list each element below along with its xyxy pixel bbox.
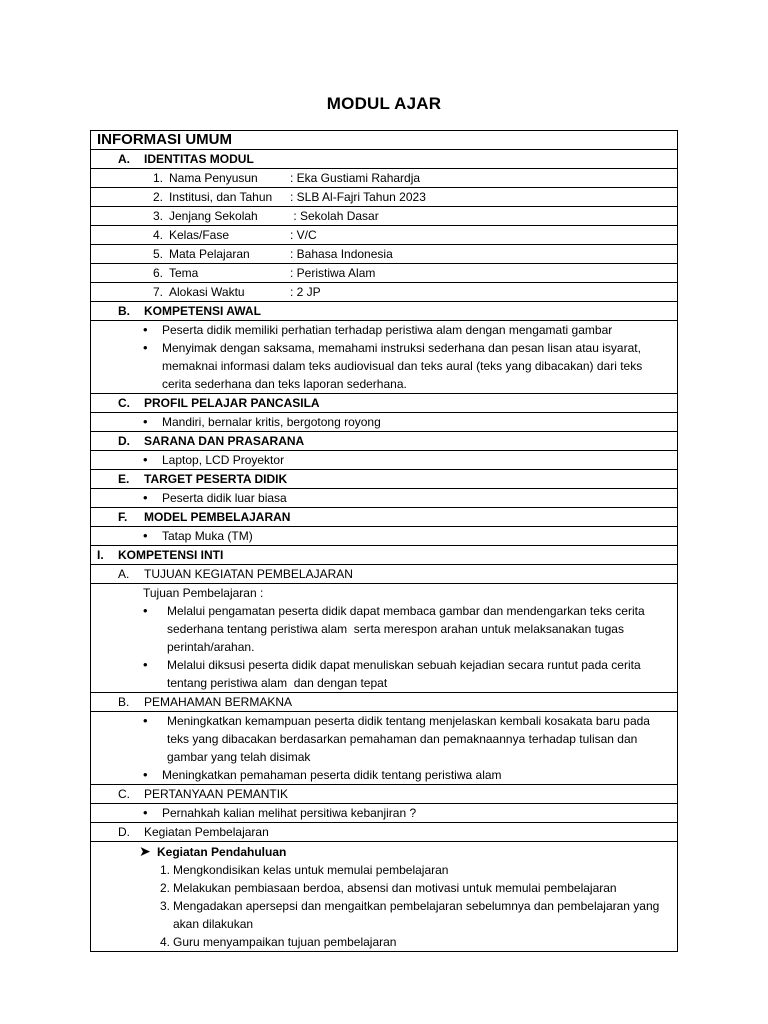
- step-number: 2.: [160, 881, 171, 895]
- step-number: 3.: [160, 899, 171, 913]
- section-marker: C.: [118, 787, 130, 801]
- section-heading-text: Kegiatan Pembelajaran: [144, 825, 269, 839]
- arrow-right-icon: ➤: [139, 843, 151, 859]
- identitas-row-2: [91, 188, 678, 207]
- item-number: 7.: [152, 285, 163, 299]
- section-row-profil: [91, 394, 678, 413]
- bullet-list: [91, 489, 671, 507]
- identitas-row-6: [91, 264, 678, 283]
- section-row-kompetensi-awal: [91, 302, 678, 321]
- identitas-row-4: [91, 226, 678, 245]
- section-heading-text: KOMPETENSI AWAL: [144, 304, 261, 318]
- kegiatan-content: [91, 842, 678, 952]
- step-text: Mengkondisikan kelas untuk memulai pembelajaran: [173, 863, 449, 877]
- numbered-list: [91, 861, 671, 951]
- section-row-informasi-umum: [91, 131, 678, 150]
- step-number: 1.: [160, 863, 171, 877]
- bullet-list: [91, 321, 671, 393]
- bullet-list: [91, 413, 671, 431]
- item-number: 4.: [152, 228, 163, 242]
- section-marker: C.: [118, 396, 130, 410]
- identitas-row-7: [91, 283, 678, 302]
- list-item: [91, 861, 671, 879]
- step-number: 4.: [160, 935, 171, 949]
- section-marker: F.: [118, 510, 128, 524]
- section-heading-text: MODEL PEMBELAJARAN: [144, 510, 291, 524]
- section-marker: A.: [118, 567, 130, 581]
- list-item: • Pernahkah kalian melihat persitiwa kebanjiran ?: [91, 804, 671, 822]
- identitas-label: Alokasi Waktu: [169, 285, 245, 299]
- list-item: • Mandiri, bernalar kritis, bergotong royong: [91, 413, 671, 431]
- kegiatan-sub-heading-text: Kegiatan Pendahuluan: [157, 845, 287, 859]
- list-item: • Meningkatkan kemampuan peserta didik tentang menjelaskan kembali kosakata baru pada teks yang dibacakan berdasarkan pemahaman dan pemaknaannya terhadap tulisan dan gambar yang telah disimak: [91, 712, 671, 766]
- identitas-row-5: [91, 245, 678, 264]
- list-item: • Melalui pengamatan peserta didik dapat membaca gambar dan mendengarkan teks cerita sederhana tentang peristiwa alam serta merespon arahan untuk melaksanakan tugas perintah/arahan.: [91, 602, 671, 656]
- step-text: Guru menyampaikan tujuan pembelajaran: [173, 935, 397, 949]
- section-marker: B.: [118, 304, 130, 318]
- identitas-row-1: [91, 169, 678, 188]
- modul-table: [90, 130, 678, 952]
- item-number: 1.: [152, 171, 163, 185]
- section-marker: E.: [118, 472, 130, 486]
- bullet-list: [91, 451, 671, 469]
- section-heading-text: PEMAHAMAN BERMAKNA: [144, 695, 293, 709]
- kompetensi-awal-content: [91, 321, 678, 394]
- identitas-value: : Sekolah Dasar: [290, 209, 379, 223]
- identitas-label: Tema: [169, 266, 199, 280]
- section-heading-text: KOMPETENSI INTI: [118, 548, 224, 562]
- item-number: 5.: [152, 247, 163, 261]
- bullet-list: [91, 712, 671, 784]
- target-content: [91, 489, 678, 508]
- list-item: • Menyimak dengan saksama, memahami instruksi sederhana dan pesan lisan atau isyarat, memaknai informasi dalam teks audiovisual dan teks aural (teks yang dibacakan) dari teks cerita sederhana dan teks laporan sederhana.: [91, 339, 671, 393]
- section-marker: A.: [118, 152, 130, 166]
- section-row-tujuan: [91, 565, 678, 584]
- identitas-label: Mata Pelajaran: [169, 247, 250, 261]
- section-marker: B.: [118, 695, 130, 709]
- document-title: MODUL AJAR: [326, 94, 442, 113]
- list-item: • Melalui diksusi peserta didik dapat menuliskan sebuah kejadian secara runtut pada cerita tentang peristiwa alam dan dengan tepat: [91, 656, 671, 692]
- list-item: • Peserta didik memiliki perhatian terhadap peristiwa alam dengan mengamati gambar: [91, 321, 671, 339]
- list-item: • Tatap Muka (TM): [91, 527, 671, 545]
- identitas-value: : V/C: [290, 228, 317, 242]
- list-item: [91, 897, 671, 933]
- sarana-content: [91, 451, 678, 470]
- tujuan-content: [91, 584, 678, 693]
- section-marker: D.: [118, 825, 130, 839]
- item-number: 3.: [152, 209, 163, 223]
- identitas-label: Jenjang Sekolah: [169, 209, 258, 223]
- section-heading-identitas: [91, 150, 678, 169]
- bullet-list: [91, 602, 671, 692]
- profil-content: [91, 413, 678, 432]
- section-row-pemahaman: [91, 693, 678, 712]
- identitas-row-3: [91, 207, 678, 226]
- identitas-value: : SLB Al-Fajri Tahun 2023: [290, 190, 426, 204]
- item-number: 2.: [152, 190, 163, 204]
- list-item: • Meningkatkan pemahaman peserta didik tentang peristiwa alam: [91, 766, 671, 784]
- section-row-kompetensi-inti: [91, 546, 678, 565]
- section-row-model: [91, 508, 678, 527]
- kegiatan-sub-heading: [91, 842, 671, 861]
- identitas-label: Nama Penyusun: [169, 171, 258, 185]
- section-marker: I.: [97, 548, 104, 562]
- pertanyaan-content: [91, 804, 678, 823]
- section-row-kegiatan: [91, 823, 678, 842]
- list-item: • Peserta didik luar biasa: [91, 489, 671, 507]
- identitas-label: Institusi, dan Tahun: [169, 190, 273, 204]
- section-heading-text: TUJUAN KEGIATAN PEMBELAJARAN: [144, 567, 353, 581]
- identitas-value: : Eka Gustiami Rahardja: [290, 171, 421, 185]
- bullet-list: [91, 804, 671, 822]
- section-heading-text: IDENTITAS MODUL: [144, 152, 254, 166]
- section-heading-informasi-umum: INFORMASI UMUM: [91, 131, 678, 150]
- identitas-value: : 2 JP: [290, 285, 321, 299]
- pemahaman-content: [91, 712, 678, 785]
- model-content: [91, 527, 678, 546]
- identitas-value: : Bahasa Indonesia: [290, 247, 393, 261]
- step-text: Melakukan pembiasaan berdoa, absensi dan motivasi untuk memulai pembelajaran: [173, 881, 617, 895]
- identitas-label: Kelas/Fase: [169, 228, 230, 242]
- section-heading-text: SARANA DAN PRASARANA: [144, 434, 305, 448]
- section-row-identitas: [91, 150, 678, 169]
- step-text: Mengadakan apersepsi dan mengaitkan pembelajaran sebelumnya dan pembelajaran yang akan dilakukan: [173, 899, 660, 931]
- section-heading-text: PROFIL PELAJAR PANCASILA: [144, 396, 320, 410]
- section-row-target: [91, 470, 678, 489]
- section-marker: D.: [118, 434, 130, 448]
- list-item: [91, 879, 671, 897]
- bullet-list: [91, 527, 671, 545]
- identitas-value: : Peristiwa Alam: [290, 266, 376, 280]
- item-number: 6.: [152, 266, 163, 280]
- section-heading-text: PERTANYAAN PEMANTIK: [144, 787, 289, 801]
- list-item: [91, 933, 671, 951]
- list-item: • Laptop, LCD Proyektor: [91, 451, 671, 469]
- section-row-sarana: [91, 432, 678, 451]
- section-heading-text: TARGET PESERTA DIDIK: [144, 472, 288, 486]
- section-row-pertanyaan: [91, 785, 678, 804]
- tujuan-sub-label: Tujuan Pembelajaran :: [143, 586, 264, 600]
